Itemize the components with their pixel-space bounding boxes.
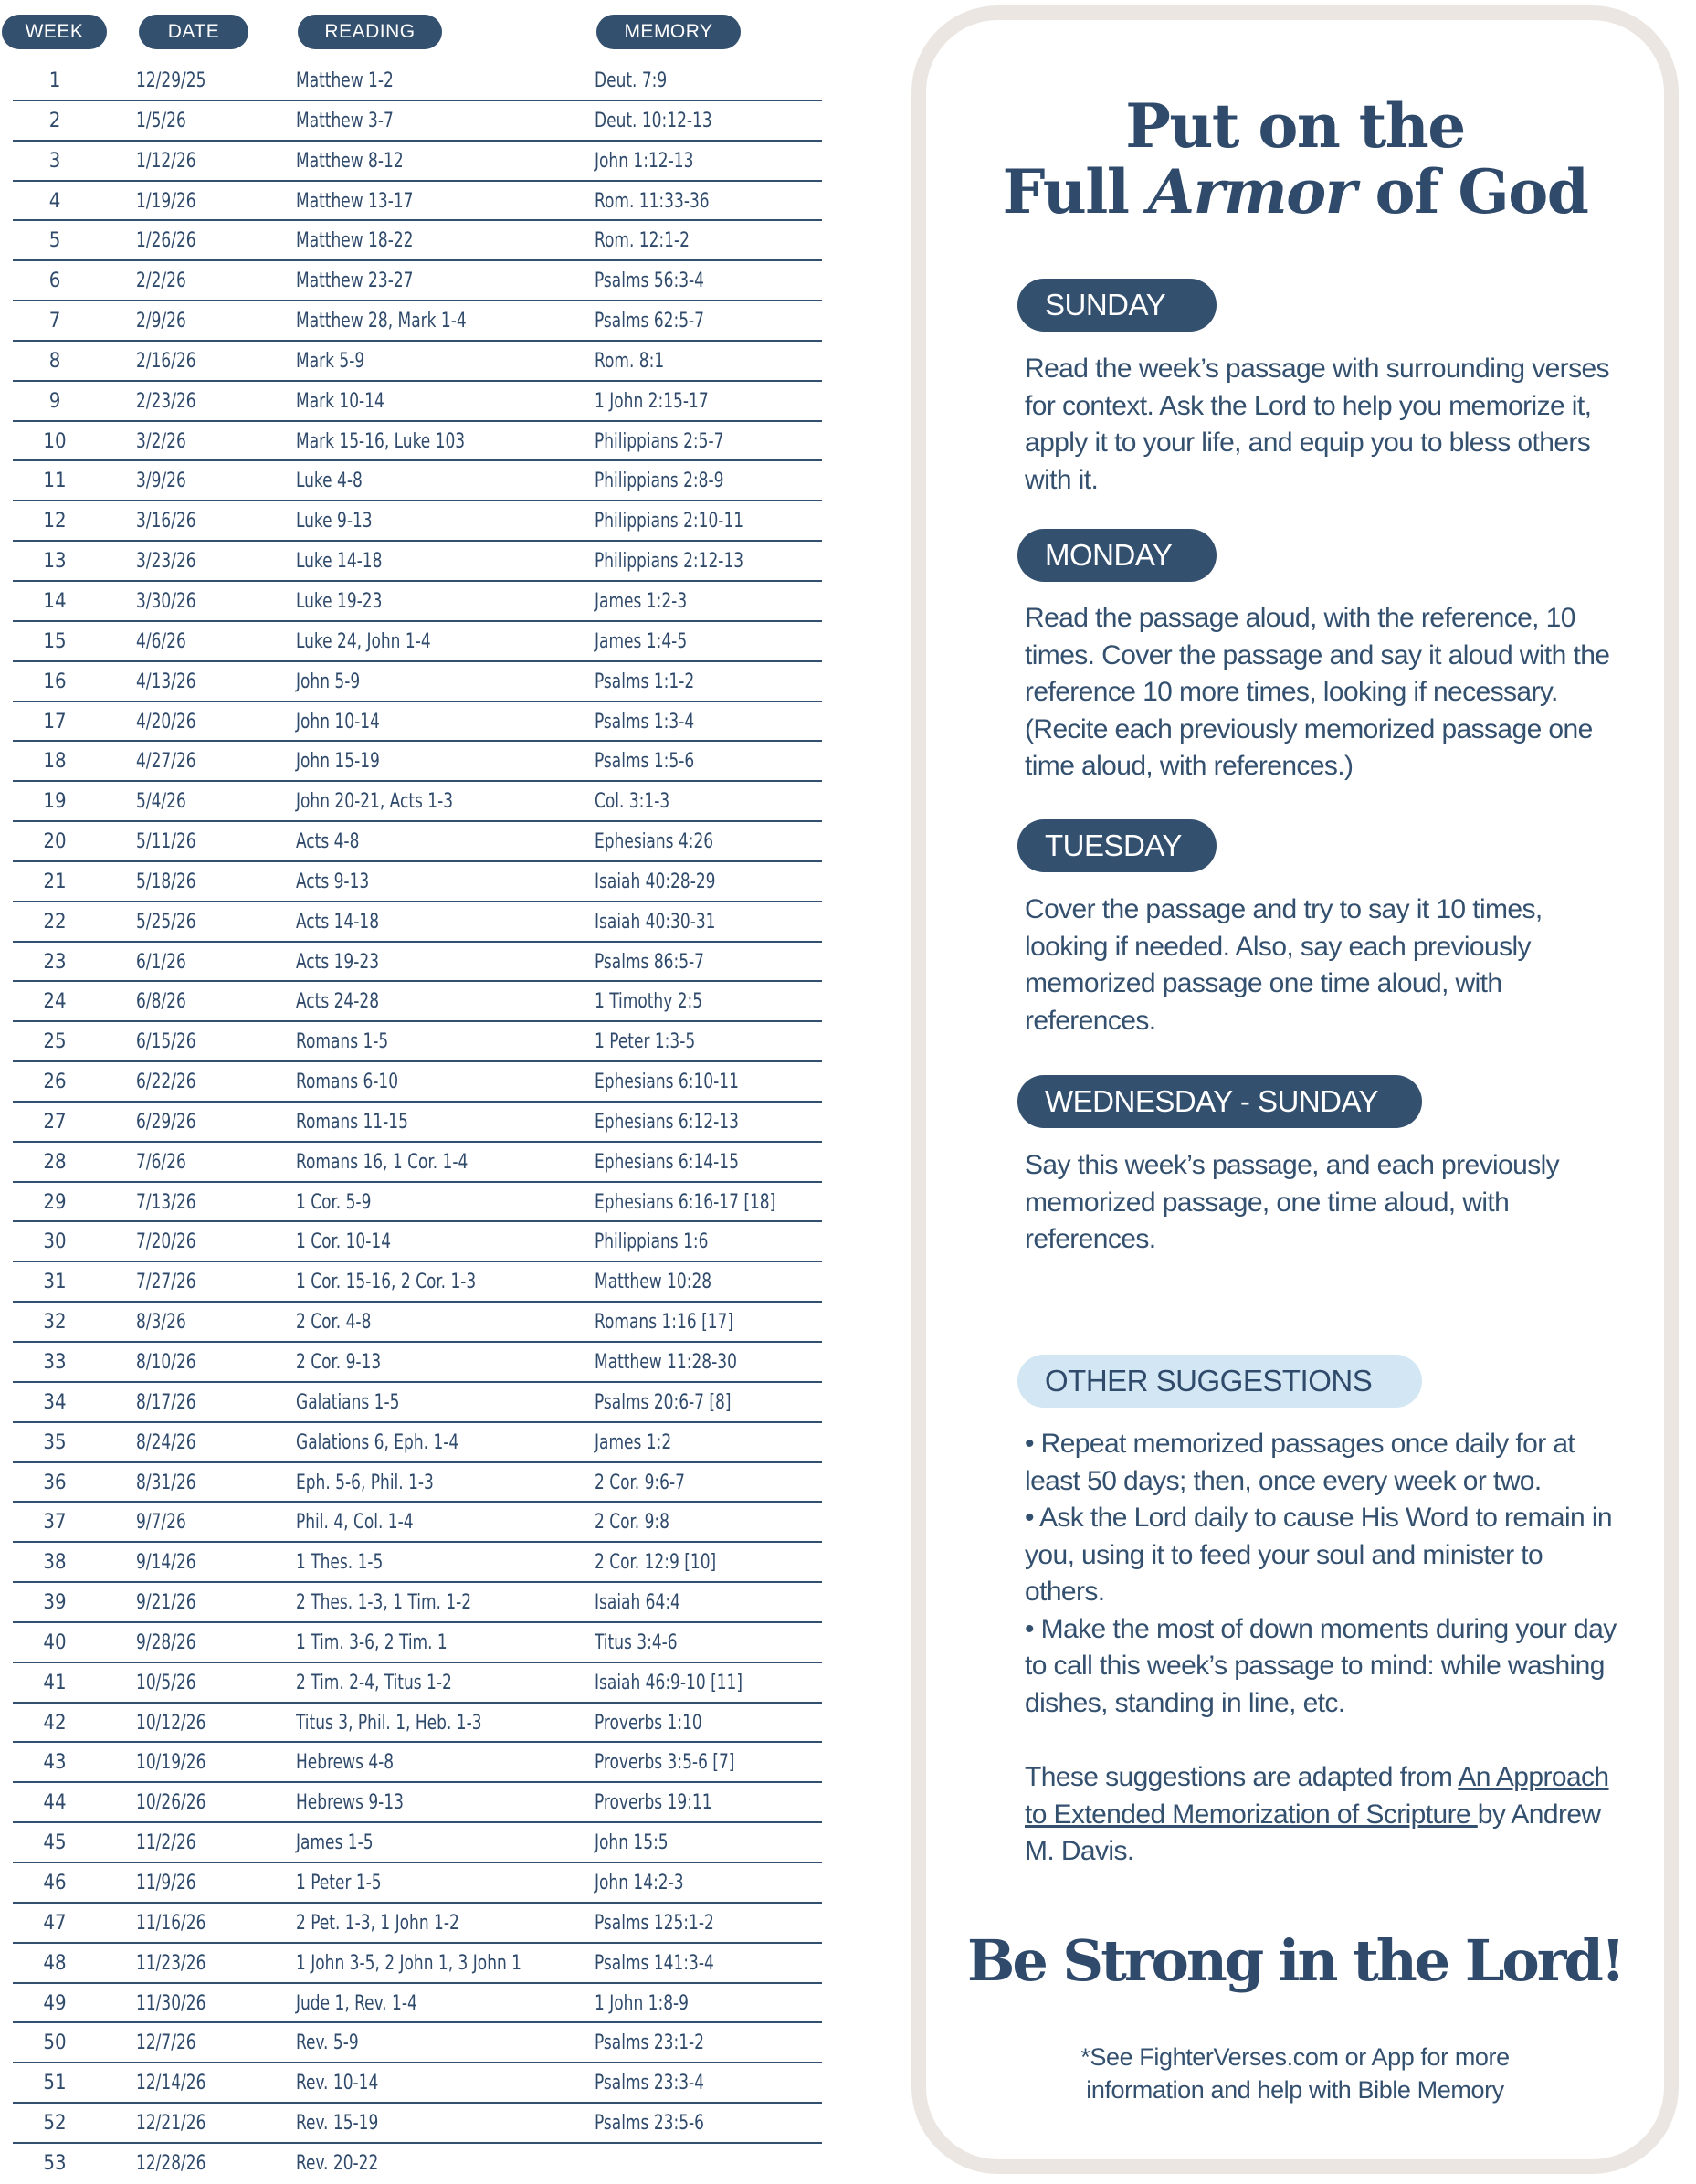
page-title-line2 xyxy=(926,156,1664,227)
reading-passage: Mark 5-9 xyxy=(296,349,365,373)
week-date: 10/26/26 xyxy=(136,1791,206,1815)
week-date: 12/21/26 xyxy=(136,2112,206,2136)
memory-verse: Psalms 1:1-2 xyxy=(595,670,695,693)
week-date: 5/18/26 xyxy=(136,870,196,893)
memory-verse: Psalms 1:3-4 xyxy=(595,710,695,733)
reading-passage: Hebrews 9-13 xyxy=(296,1791,404,1815)
table-row xyxy=(13,1143,822,1183)
table-row xyxy=(13,742,822,782)
memory-verse: Romans 1:16 [17] xyxy=(595,1311,734,1335)
reading-passage: Mark 10-14 xyxy=(296,389,384,413)
week-date: 12/14/26 xyxy=(136,2072,206,2095)
week-number: 32 xyxy=(43,1311,67,1335)
table-row xyxy=(13,422,822,462)
reading-passage: Matthew 3-7 xyxy=(296,109,394,132)
memory-verse: Isaiah 46:9-10 [11] xyxy=(595,1671,743,1694)
week-date: 12/28/26 xyxy=(136,2151,206,2175)
memory-verse: John 15:5 xyxy=(595,1831,669,1855)
week-number: 42 xyxy=(43,1711,67,1735)
week-date: 4/13/26 xyxy=(136,670,196,693)
memory-verse: Isaiah 64:4 xyxy=(595,1591,680,1615)
week-number: 33 xyxy=(43,1351,67,1374)
week-date: 5/4/26 xyxy=(136,790,186,814)
week-number: 19 xyxy=(43,790,67,814)
week-column-header: WEEK xyxy=(2,15,107,49)
memory-verse: Philippians 2:10-11 xyxy=(595,510,744,533)
week-date: 7/13/26 xyxy=(136,1190,196,1214)
table-row xyxy=(13,1222,822,1262)
reading-passage: Galatians 1-5 xyxy=(296,1390,400,1414)
week-date: 6/29/26 xyxy=(136,1110,196,1134)
table-row xyxy=(13,902,822,943)
tuesday-instructions: Cover the passage and try to say it 10 times, looking if needed. Also, say each previously memorized passage one time aloud, with references. xyxy=(1025,894,1543,1036)
reading-passage: Luke 14-18 xyxy=(296,550,383,574)
week-number: 2 xyxy=(48,109,61,132)
week-number: 10 xyxy=(43,429,67,453)
reading-passage: 1 Thes. 1-5 xyxy=(296,1551,384,1575)
reading-passage: Jude 1, Rev. 1-4 xyxy=(296,1991,417,2015)
table-row xyxy=(13,142,822,182)
memory-verse: Titus 3:4-6 xyxy=(595,1630,678,1654)
table-row xyxy=(13,1343,822,1383)
table-row xyxy=(13,862,822,902)
reading-passage: Titus 3, Phil. 1, Heb. 1-3 xyxy=(296,1711,482,1735)
week-number: 12 xyxy=(43,510,67,533)
reading-passage: Matthew 8-12 xyxy=(296,149,404,173)
memory-verse: 1 John 2:15-17 xyxy=(595,389,709,413)
table-row xyxy=(13,2104,822,2144)
week-date: 10/12/26 xyxy=(136,1711,206,1735)
week-number: 4 xyxy=(48,189,61,213)
memory-verse: Psalms 141:3-4 xyxy=(595,1951,714,1975)
table-row xyxy=(13,2023,822,2063)
table-row xyxy=(13,1904,822,1944)
title-word-full: Full xyxy=(1002,156,1148,227)
reading-passage: Phil. 4, Col. 1-4 xyxy=(296,1511,414,1535)
week-number: 16 xyxy=(43,670,67,693)
slogan: Be Strong in the Lord! xyxy=(966,1927,1624,1994)
reading-passage: Acts 24-28 xyxy=(296,990,380,1014)
week-date: 11/9/26 xyxy=(136,1871,196,1894)
memory-verse: Psalms 23:5-6 xyxy=(595,2112,705,2136)
memory-verse: 2 Cor. 12:9 [10] xyxy=(595,1551,717,1575)
week-number: 9 xyxy=(48,389,61,413)
week-date: 4/6/26 xyxy=(136,629,186,653)
memory-verse: 1 Peter 1:3-5 xyxy=(595,1030,696,1054)
reading-passage: 2 Tim. 2-4, Titus 1-2 xyxy=(296,1671,452,1694)
week-date: 7/27/26 xyxy=(136,1271,196,1294)
memory-verse: Psalms 23:3-4 xyxy=(595,2072,705,2095)
week-date: 7/6/26 xyxy=(136,1150,186,1174)
table-row xyxy=(13,501,822,542)
source-note xyxy=(1025,1759,1628,1871)
week-number: 26 xyxy=(43,1071,67,1094)
week-number: 14 xyxy=(43,589,67,613)
week-date: 12/7/26 xyxy=(136,2031,196,2055)
reading-passage: Acts 9-13 xyxy=(296,870,370,893)
week-date: 3/9/26 xyxy=(136,470,186,493)
table-row xyxy=(13,1383,822,1423)
reading-passage: Romans 1-5 xyxy=(296,1030,389,1054)
week-date: 3/2/26 xyxy=(136,429,186,453)
reading-passage: Acts 4-8 xyxy=(296,830,360,854)
week-number: 24 xyxy=(43,990,67,1014)
table-row xyxy=(13,1783,822,1823)
reading-passage: Matthew 23-27 xyxy=(296,269,414,293)
week-number: 37 xyxy=(43,1511,67,1535)
suggestion-item: • Make the most of down moments during your day to call this week’s passage to mind: while washing dishes, standing in line, etc. xyxy=(1025,1613,1617,1718)
week-number: 44 xyxy=(43,1791,67,1815)
table-row xyxy=(13,2063,822,2104)
table-row xyxy=(13,61,822,101)
memory-verse: Psalms 20:6-7 [8] xyxy=(595,1390,732,1414)
week-number: 53 xyxy=(43,2151,67,2175)
memory-verse: Proverbs 1:10 xyxy=(595,1711,702,1735)
reading-passage: Matthew 28, Mark 1-4 xyxy=(296,310,467,333)
week-date: 10/5/26 xyxy=(136,1671,196,1694)
week-date: 1/12/26 xyxy=(136,149,196,173)
memory-verse: Psalms 1:5-6 xyxy=(595,750,695,774)
reading-passage: John 5-9 xyxy=(296,670,361,693)
week-date: 4/20/26 xyxy=(136,710,196,733)
reading-passage: Luke 9-13 xyxy=(296,510,373,533)
reading-passage: Luke 4-8 xyxy=(296,470,363,493)
memory-verse: 1 John 1:8-9 xyxy=(595,1991,690,2015)
week-date: 5/25/26 xyxy=(136,910,196,934)
sunday-label: SUNDAY xyxy=(1017,279,1217,332)
reading-passage: Galations 6, Eph. 1-4 xyxy=(296,1430,459,1454)
week-number: 7 xyxy=(48,310,61,333)
week-number: 34 xyxy=(43,1390,67,1414)
memory-verse: Rom. 11:33-36 xyxy=(595,189,710,213)
table-row xyxy=(13,1463,822,1503)
other-suggestions-label: OTHER SUGGESTIONS xyxy=(1017,1355,1422,1408)
memory-verse: 1 Timothy 2:5 xyxy=(595,990,703,1014)
memory-verse: Ephesians 6:10-11 xyxy=(595,1071,739,1094)
week-date: 1/26/26 xyxy=(136,229,196,253)
footnote-text: *See FighterVerses.com or App for more information and help with Bible Memory xyxy=(1080,2043,1510,2104)
reading-passage: Romans 6-10 xyxy=(296,1071,399,1094)
week-date: 8/17/26 xyxy=(136,1390,196,1414)
week-date: 6/8/26 xyxy=(136,990,186,1014)
schedule-header xyxy=(0,15,822,51)
week-date: 2/23/26 xyxy=(136,389,196,413)
memory-verse: Philippians 1:6 xyxy=(595,1230,709,1254)
memory-verse: Psalms 56:3-4 xyxy=(595,269,705,293)
reading-passage: 2 Pet. 1-3, 1 John 1-2 xyxy=(296,1911,459,1935)
week-date: 8/24/26 xyxy=(136,1430,196,1454)
table-row xyxy=(13,943,822,983)
week-date: 1/5/26 xyxy=(136,109,186,132)
reading-passage: Romans 11-15 xyxy=(296,1110,408,1134)
memory-verse: Matthew 10:28 xyxy=(595,1271,712,1294)
week-date: 2/2/26 xyxy=(136,269,186,293)
table-row xyxy=(13,1423,822,1463)
memory-verse: John 14:2-3 xyxy=(595,1871,684,1894)
table-row xyxy=(13,582,822,622)
week-number: 43 xyxy=(43,1751,67,1775)
memory-verse: Psalms 125:1-2 xyxy=(595,1911,714,1935)
table-row xyxy=(13,982,822,1022)
memory-verse: Psalms 86:5-7 xyxy=(595,950,705,974)
reading-passage: Rev. 5-9 xyxy=(296,2031,359,2055)
week-date: 1/19/26 xyxy=(136,189,196,213)
table-row xyxy=(13,342,822,382)
reading-passage: 1 Tim. 3-6, 2 Tim. 1 xyxy=(296,1630,448,1654)
table-row xyxy=(13,461,822,501)
reading-passage: James 1-5 xyxy=(296,1831,374,1855)
week-date: 11/23/26 xyxy=(136,1951,206,1975)
week-number: 45 xyxy=(43,1831,67,1855)
week-date: 3/30/26 xyxy=(136,589,196,613)
week-date: 2/9/26 xyxy=(136,310,186,333)
suggestion-item: • Ask the Lord daily to cause His Word to remain in you, using it to feed your soul and minister to others. xyxy=(1025,1503,1612,1607)
reading-passage: Mark 15-16, Luke 103 xyxy=(296,429,466,453)
reading-passage: Luke 19-23 xyxy=(296,589,383,613)
table-row xyxy=(13,1262,822,1303)
week-date: 12/29/25 xyxy=(136,69,206,92)
memory-verse: Psalms 62:5-7 xyxy=(595,310,705,333)
table-row xyxy=(13,1823,822,1863)
week-number: 35 xyxy=(43,1430,67,1454)
memory-verse: Ephesians 4:26 xyxy=(595,830,714,854)
memory-verse: Philippians 2:12-13 xyxy=(595,550,744,574)
week-date: 8/10/26 xyxy=(136,1351,196,1374)
week-date: 7/20/26 xyxy=(136,1230,196,1254)
memory-verse: Ephesians 6:14-15 xyxy=(595,1150,739,1174)
reading-passage: Hebrews 4-8 xyxy=(296,1751,395,1775)
suggestions-list xyxy=(1025,1426,1628,1722)
memory-verse: James 1:2 xyxy=(595,1430,672,1454)
week-number: 1 xyxy=(48,69,61,92)
memory-verse: John 1:12-13 xyxy=(595,149,694,173)
table-row xyxy=(13,382,822,422)
reading-passage: Rev. 10-14 xyxy=(296,2072,379,2095)
week-date: 5/11/26 xyxy=(136,830,196,854)
reading-passage: 2 Cor. 9-13 xyxy=(296,1351,382,1374)
table-row xyxy=(13,1062,822,1103)
memory-verse: Deut. 7:9 xyxy=(595,69,668,92)
footnote xyxy=(926,2041,1664,2106)
week-number: 50 xyxy=(43,2031,67,2055)
week-date: 9/14/26 xyxy=(136,1551,196,1575)
reading-passage: Matthew 1-2 xyxy=(296,69,394,92)
title-word-of-god: of God xyxy=(1355,156,1588,227)
week-number: 52 xyxy=(43,2112,67,2136)
wednesday-sunday-instructions: Say this week’s passage, and each previously memorized passage, one time aloud, with references. xyxy=(1025,1150,1560,1254)
week-date: 9/7/26 xyxy=(136,1511,186,1535)
reading-passage: John 10-14 xyxy=(296,710,380,733)
reading-passage: 1 John 3-5, 2 John 1, 3 John 1 xyxy=(296,1951,522,1975)
table-row xyxy=(13,101,822,142)
memory-verse: 2 Cor. 9:8 xyxy=(595,1511,669,1535)
reading-passage: Rev. 20-22 xyxy=(296,2151,379,2175)
week-number: 48 xyxy=(43,1951,67,1975)
week-number: 22 xyxy=(43,910,67,934)
memory-verse: Matthew 11:28-30 xyxy=(595,1351,737,1374)
monday-label: MONDAY xyxy=(1017,529,1217,582)
reading-passage: Rev. 15-19 xyxy=(296,2112,379,2136)
table-row xyxy=(13,1984,822,2024)
memory-verse: Ephesians 6:16-17 [18] xyxy=(595,1190,776,1214)
table-row xyxy=(13,1743,822,1783)
week-number: 28 xyxy=(43,1150,67,1174)
table-row xyxy=(13,1103,822,1143)
week-number: 17 xyxy=(43,710,67,733)
memory-verse: Ephesians 6:12-13 xyxy=(595,1110,739,1134)
week-date: 8/31/26 xyxy=(136,1471,196,1494)
table-row xyxy=(13,1623,822,1663)
week-number: 38 xyxy=(43,1551,67,1575)
week-date: 8/3/26 xyxy=(136,1311,186,1335)
memory-verse: Isaiah 40:28-29 xyxy=(595,870,716,893)
table-row xyxy=(13,1704,822,1744)
date-column-header: DATE xyxy=(139,15,248,49)
source-book-link[interactable]: An Approach to Extended Memorization of Scripture xyxy=(1025,1762,1609,1830)
memory-verse: Isaiah 40:30-31 xyxy=(595,910,716,934)
memory-verse: 2 Cor. 9:6-7 xyxy=(595,1471,685,1494)
reading-passage: John 20-21, Acts 1-3 xyxy=(296,790,454,814)
page-title-line1: Put on the xyxy=(1125,90,1465,162)
week-date: 6/1/26 xyxy=(136,950,186,974)
table-row xyxy=(13,1022,822,1062)
title-word-armor: Armor xyxy=(1147,156,1355,227)
week-number: 21 xyxy=(43,870,67,893)
memory-verse: Philippians 2:8-9 xyxy=(595,470,724,493)
reading-passage: Romans 16, 1 Cor. 1-4 xyxy=(296,1150,469,1174)
week-number: 27 xyxy=(43,1110,67,1134)
table-row xyxy=(13,301,822,342)
week-number: 8 xyxy=(48,349,61,373)
instructions-card xyxy=(911,5,1679,2174)
week-date: 2/16/26 xyxy=(136,349,196,373)
week-number: 6 xyxy=(48,269,61,293)
memory-verse: Psalms 23:1-2 xyxy=(595,2031,705,2055)
week-date: 3/16/26 xyxy=(136,510,196,533)
memory-verse: Deut. 10:12-13 xyxy=(595,109,712,132)
table-row xyxy=(13,2144,822,2184)
week-number: 51 xyxy=(43,2072,67,2095)
reading-passage: Matthew 18-22 xyxy=(296,229,414,253)
week-number: 5 xyxy=(48,229,61,253)
reading-passage: 2 Cor. 4-8 xyxy=(296,1311,372,1335)
week-date: 3/23/26 xyxy=(136,550,196,574)
sunday-instructions: Read the week’s passage with surrounding verses for context. Ask the Lord to help you memorize it, apply it to your life, and equip you to bless others with it. xyxy=(1025,353,1609,495)
week-number: 41 xyxy=(43,1671,67,1694)
week-number: 20 xyxy=(43,830,67,854)
table-row xyxy=(13,221,822,261)
reading-passage: 1 Cor. 5-9 xyxy=(296,1190,372,1214)
week-date: 9/28/26 xyxy=(136,1630,196,1654)
week-date: 11/2/26 xyxy=(136,1831,196,1855)
memory-verse: Rom. 8:1 xyxy=(595,349,665,373)
table-row xyxy=(13,182,822,222)
reading-column-header: READING xyxy=(298,15,442,49)
table-row xyxy=(13,622,822,662)
table-row xyxy=(13,1944,822,1984)
suggestion-item: • Repeat memorized passages once daily for at least 50 days; then, once every week or two. xyxy=(1025,1429,1575,1496)
table-row xyxy=(13,261,822,301)
week-date: 6/15/26 xyxy=(136,1030,196,1054)
week-number: 3 xyxy=(48,149,61,173)
table-row xyxy=(13,1183,822,1223)
week-number: 47 xyxy=(43,1911,67,1935)
week-number: 36 xyxy=(43,1471,67,1494)
table-row xyxy=(13,702,822,743)
reading-passage: Acts 14-18 xyxy=(296,910,380,934)
table-row xyxy=(13,822,822,862)
memory-verse: Col. 3:1-3 xyxy=(595,790,670,814)
tuesday-label: TUESDAY xyxy=(1017,819,1217,872)
table-row xyxy=(13,542,822,582)
week-date: 11/30/26 xyxy=(136,1991,206,2015)
week-number: 31 xyxy=(43,1271,67,1294)
source-note-suffix: by Andrew M. Davis. xyxy=(1025,1799,1601,1866)
week-date: 6/22/26 xyxy=(136,1071,196,1094)
week-number: 30 xyxy=(43,1230,67,1254)
memory-verse: Philippians 2:5-7 xyxy=(595,429,724,453)
reading-passage: Eph. 5-6, Phil. 1-3 xyxy=(296,1471,434,1494)
week-date: 10/19/26 xyxy=(136,1751,206,1775)
table-row xyxy=(13,1543,822,1583)
week-date: 11/16/26 xyxy=(136,1911,206,1935)
source-note-prefix: These suggestions are adapted from xyxy=(1025,1762,1459,1792)
table-row xyxy=(13,1863,822,1904)
reading-passage: Acts 19-23 xyxy=(296,950,380,974)
memory-verse: James 1:2-3 xyxy=(595,589,688,613)
table-row xyxy=(13,1663,822,1704)
table-row xyxy=(13,1583,822,1623)
reading-passage: 1 Cor. 15-16, 2 Cor. 1-3 xyxy=(296,1271,477,1294)
reading-passage: John 15-19 xyxy=(296,750,380,774)
memory-verse: Proverbs 19:11 xyxy=(595,1791,712,1815)
reading-passage: 1 Cor. 10-14 xyxy=(296,1230,392,1254)
reading-passage: Luke 24, John 1-4 xyxy=(296,629,431,653)
week-number: 46 xyxy=(43,1871,67,1894)
table-row xyxy=(13,662,822,702)
week-date: 4/27/26 xyxy=(136,750,196,774)
table-row xyxy=(13,782,822,822)
reading-passage: 1 Peter 1-5 xyxy=(296,1871,382,1894)
week-number: 49 xyxy=(43,1991,67,2015)
memory-verse: James 1:4-5 xyxy=(595,629,688,653)
table-row xyxy=(13,1303,822,1343)
table-row xyxy=(13,1503,822,1543)
week-number: 23 xyxy=(43,950,67,974)
reading-schedule-table xyxy=(13,61,822,2184)
week-number: 18 xyxy=(43,750,67,774)
week-number: 13 xyxy=(43,550,67,574)
week-number: 39 xyxy=(43,1591,67,1615)
memory-verse: Rom. 12:1-2 xyxy=(595,229,690,253)
week-number: 40 xyxy=(43,1630,67,1654)
week-number: 11 xyxy=(43,470,67,493)
wednesday-sunday-label: WEDNESDAY - SUNDAY xyxy=(1017,1075,1422,1128)
monday-instructions: Read the passage aloud, with the reference, 10 times. Cover the passage and say it aloud with the reference 10 more times, looking if necessary. (Recite each previously memorized passage one time aloud, with references.) xyxy=(1025,603,1610,781)
memory-verse: Proverbs 3:5-6 [7] xyxy=(595,1751,735,1775)
week-number: 15 xyxy=(43,629,67,653)
week-number: 29 xyxy=(43,1190,67,1214)
memory-column-header: MEMORY xyxy=(596,15,741,49)
week-date: 9/21/26 xyxy=(136,1591,196,1615)
reading-passage: 2 Thes. 1-3, 1 Tim. 1-2 xyxy=(296,1591,472,1615)
reading-passage: Matthew 13-17 xyxy=(296,189,414,213)
week-number: 25 xyxy=(43,1030,67,1054)
